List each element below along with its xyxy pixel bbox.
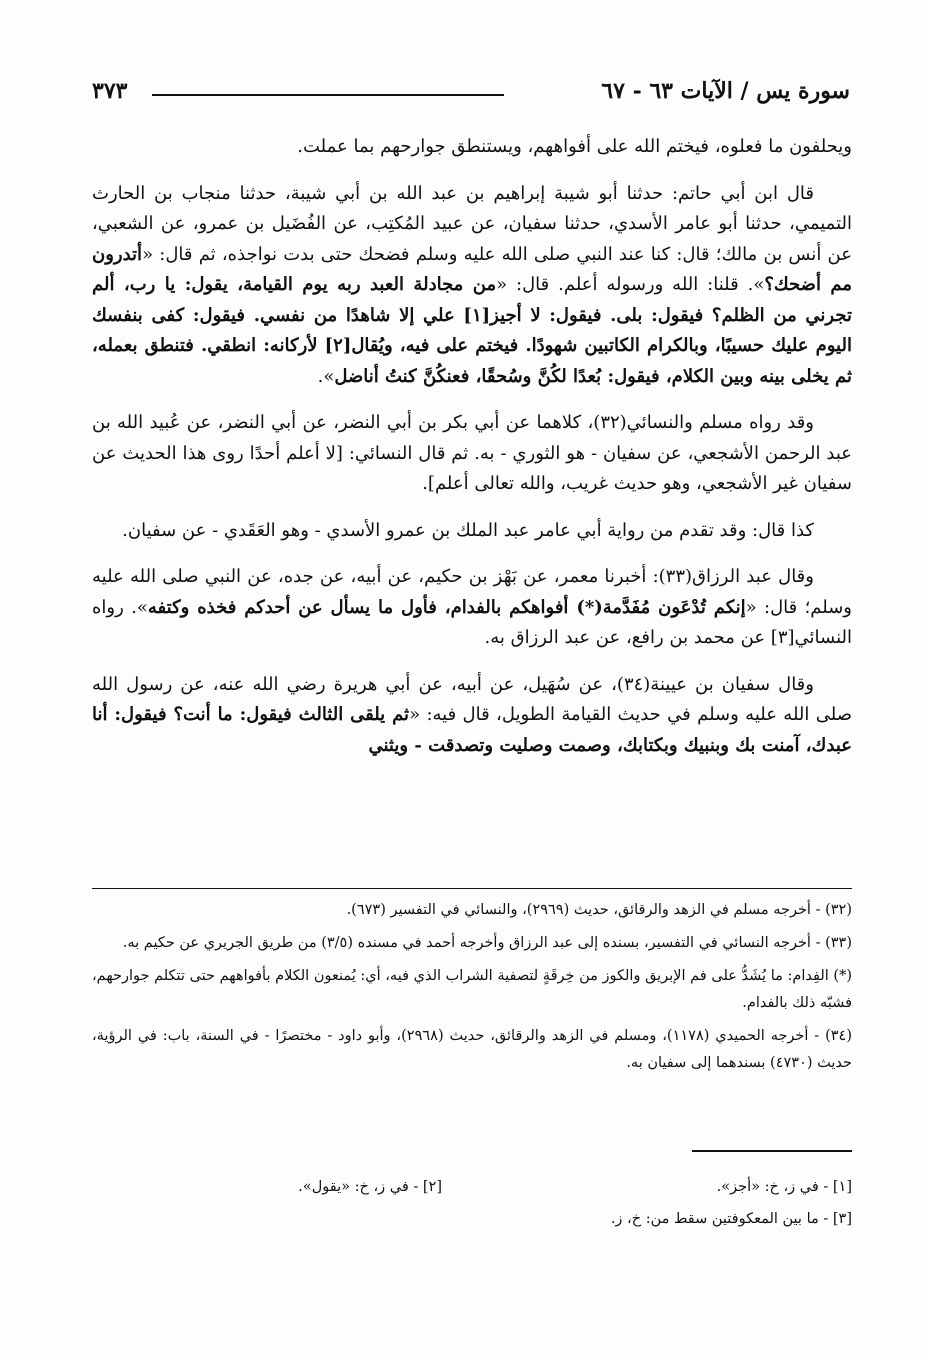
paragraph-4-text: كذا قال: وقد تقدم من رواية أبي عامر عبد الملك بن عمرو الأسدي - وهو العَقَدي - عن سفيان. [122, 519, 814, 541]
paragraph-6 [92, 670, 852, 762]
footnote-33: (٣٣) - أخرجه النسائي في التفسير، بسنده إلى عبد الرزاق وأخرجه أحمد في مسنده (٣/٥) من طريق الجريري عن حكيم به. [122, 935, 852, 951]
running-title: سورة يس / الآيات ٦٣ - ٦٧ [601, 78, 850, 104]
page-header [92, 72, 850, 112]
paragraph-2 [92, 179, 852, 393]
header-rule [152, 94, 504, 96]
hadith-quote-2: من مجادلة العبد ربه يوم القيامة، يقول: يا رب، ألم تجرني من الظلم؟ فيقول: بلى. فيقول: لا أجيز[١] علي إلا شاهدًا من نفسي. فيقول: كفى بنفسك اليوم عليك حسيبًا، وبالكرام الكاتبين شهودًا. فيختم على فيه، ويُقال[٢] لأركانه: انطقي. فتنطق بعمله، ثم يخلى بينه وبين الكلام، فيقول: بُعدًا لكُنَّ وسُحقًا، فعنكُنَّ كنتُ أناضل [92, 274, 852, 387]
page-number: ٣٧٣ [92, 78, 128, 104]
paragraph-1 [92, 132, 852, 163]
footnote-32: (٣٢) - أخرجه مسلم في الزهد والرقائق، حديث (٢٩٦٩)، والنسائي في التفسير (٦٧٣). [346, 902, 852, 918]
paragraph-5-text: وقال عبد الرزاق(٣٣): أخبرنا معمر، عن بَهْز بن حكيم، عن أبيه، عن جده، عن النبي صلى الله عليه وسلم؛ قال: « [92, 566, 852, 618]
paragraph-3 [92, 408, 852, 500]
hadith-quote-3: إنكم تُدْعَون مُفَدَّمة(*) أفواهكم بالفدام، فأول ما يسأل عن أحدكم فخذه وكتفه [147, 596, 746, 618]
paragraph-2-text: قال ابن أبي حاتم: حدثنا أبو شيبة إبراهيم بن عبد الله بن أبي شيبة، حدثنا منجاب بن الحارث التميمي، حدثنا أبو عامر الأسدي، حدثنا سفيان، عن عبيد المُكتِب، عن الفُضَيل بن عمرو، عن الشعبي، عن أنس بن مالك؛ قال: كنا عند النبي صلى الله عليه وسلم فضحك حتى بدت نواجذه، ثم قال: « [92, 182, 852, 265]
variants-rule [692, 1150, 852, 1152]
main-text [92, 132, 852, 777]
paragraph-6-text: وقال سفيان بن عيينة(٣٤)، عن سُهَيل، عن أبيه، عن أبي هريرة رضي الله عنه، عن رسول الله صلى الله عليه وسلم في حديث القيامة الطويل، قال فيه: « [92, 673, 852, 725]
paragraph-5 [92, 562, 852, 654]
footnote-star: (*) الفِدام: ما يُشَدُّ على فم الإبريق والكوز من خِرقَةٍ لتصفية الشراب الذي فيه، أي: يُمنعون الكلام بأفواههم حتى تتكلم جوارحهم، فشبّه ذلك بالفدام. [92, 968, 852, 1011]
paragraph-3-text: وقد رواه مسلم والنسائي(٣٢)، كلاهما عن أبي بكر بن أبي النضر، عن أبي النضر، عن عُبيد الله بن عبد الرحمن الأشجعي، عن سفيان - هو الثوري - به. ثم قال النسائي: [لا أعلم أحدًا روى هذا الحديث عن سفيان غير الأشجعي، وهو حديث غريب، والله تعالى أعلم]. [92, 412, 852, 494]
paragraph-5-end: ». رواه النسائي[٣] عن محمد بن رافع، عن عبد الرزاق به. [92, 596, 852, 648]
footnotes [92, 888, 852, 1083]
hadith-quote-4: ثم يلقى الثالث فيقول: ما أنت؟ فيقول: أنا عبدك، آمنت بك وبنبيك وبكتابك، وصمت وصليت وتصدقت - ويثني [92, 704, 852, 756]
paragraph-1-text: ويحلفون ما فعلوه، فيختم الله على أفواههم، ويستنطق جوارحهم بما عملت. [297, 136, 852, 157]
hadith-quote-1: أتدرون مم أضحك؟ [92, 243, 853, 295]
paragraph-2-end: ». [317, 365, 335, 387]
variant-3: [٣] - ما بين المعكوفتين سقط من: خ، ز. [610, 1211, 852, 1227]
paragraph-2-middle: ». قلنا: الله ورسوله أعلم. قال: « [496, 274, 765, 295]
variant-1: [١] - في ز، خ: «أجز». [716, 1179, 852, 1195]
variant-2: [٢] - في ز، خ: «يقول». [298, 1179, 442, 1195]
paragraph-4 [92, 516, 852, 547]
footnote-34: (٣٤) - أخرجه الحميدي (١١٧٨)، ومسلم في الزهد والرقائق، حديث (٢٩٦٨)، وأبو داود - مختصرًا - في السنة، باب: في الرؤية، حديث (٤٧٣٠) بسندهما إلى سفيان به. [92, 1028, 852, 1071]
